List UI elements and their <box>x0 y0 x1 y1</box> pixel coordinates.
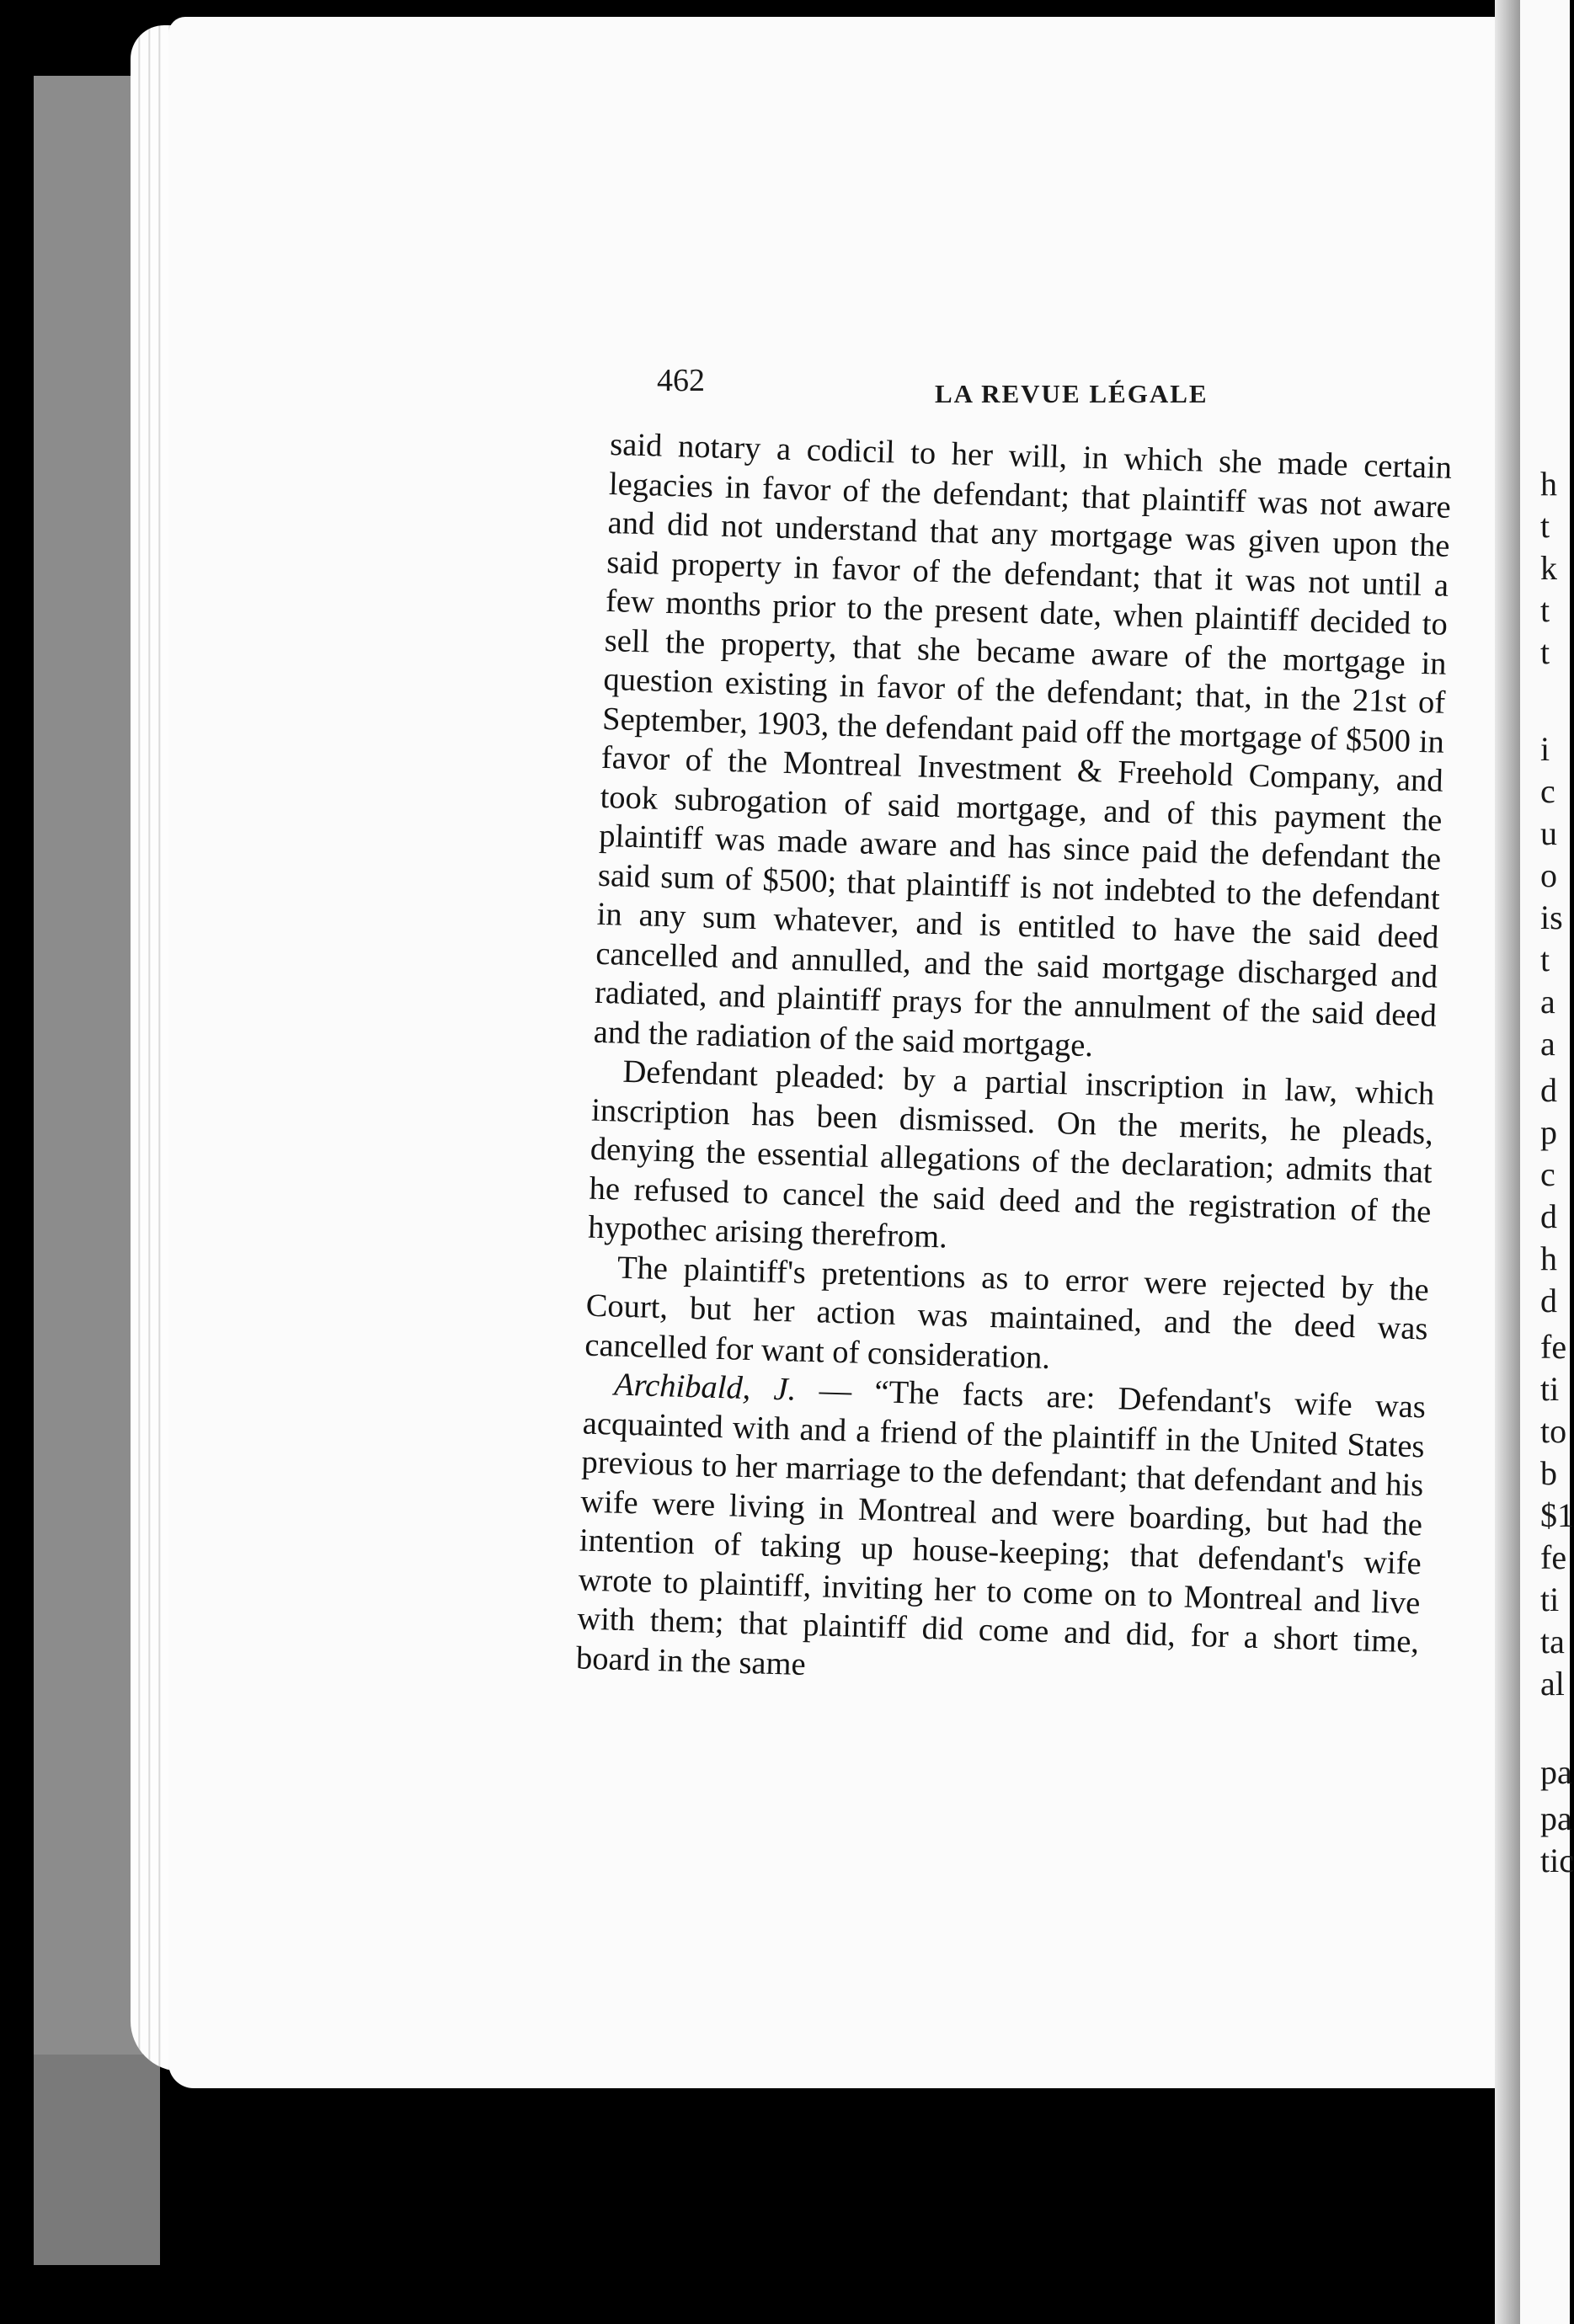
facing-page-letter: i <box>1540 730 1550 768</box>
paragraph <box>575 1365 1426 1702</box>
facing-page-letter: d <box>1540 1071 1557 1109</box>
facing-page-fragment <box>1520 0 1574 2324</box>
facing-page-letter: k <box>1540 549 1557 587</box>
facing-page-letter: c <box>1540 772 1555 810</box>
paragraph-text: — “The facts are: Defendant's wife was acquainted with and a friend of the plaintiff in the United States previous to her marriage to the defendant; that defendant and his wife were living in Montreal and were boarding, but had the intention of taking up house-keeping; that defendant's wife wrote to plaintiff, inviting her to come on to Montreal and live with them; that plaintiff did come and did, for a short time, board in the same <box>575 1372 1427 1682</box>
facing-page-letter: $1 <box>1540 1496 1574 1534</box>
facing-page-letter: h <box>1540 1239 1557 1277</box>
body-text <box>575 425 1452 1701</box>
facing-page-letter: t <box>1540 633 1550 671</box>
scan-background-strip-lower <box>34 2055 160 2265</box>
facing-page-letter: a <box>1540 1025 1555 1063</box>
facing-page-letter: fe <box>1540 1328 1567 1366</box>
facing-page-letter: t <box>1540 507 1550 545</box>
facing-page-letter: al <box>1540 1665 1565 1703</box>
facing-page-letter: to <box>1540 1412 1567 1450</box>
judge-name: Archibald, J. <box>613 1367 797 1408</box>
facing-page-letter: c <box>1540 1155 1555 1193</box>
facing-page-letter: t <box>1540 591 1550 629</box>
paragraph: said notary a codicil to her will, in which she made certain legacies in favor of the defendant; that plaintiff was not aware and did not understand that any mortgage was given upon the said property in favor of the defendant; that it was not until a few months prior to the present date, when plaintiff decided to sell the property, that she became aware of the mortgage in question existing in favor of the defendant; that, in the 21st of September, 1903, the defendant paid off the mortgage of $500 in favor of the Montreal Investment & Freehold Company, and took subrogation of said mortgage, and of this payment the plaintiff was made aware and has since paid the defendant the said sum of $500; that plaintiff is not indebted to the defendant in any sum whatever, and is entitled to have the said deed cancelled and annulled, and the said mortgage discharged and radiated, and plaintiff prays for the annulment of the said deed and the radiation of the said mortgage. <box>593 426 1453 1063</box>
facing-page-letter: p <box>1540 1113 1557 1151</box>
scan-background-strip <box>34 76 143 2055</box>
facing-page-letter: ti <box>1540 1580 1560 1618</box>
spine-shadow <box>1495 0 1520 2324</box>
running-head: LA REVUE LÉGALE <box>935 379 1209 408</box>
facing-page-letter: d <box>1540 1197 1557 1235</box>
facing-page-letter: t <box>1540 941 1550 978</box>
facing-page-letter: u <box>1540 814 1557 852</box>
paragraph: The plaintiff's pretentions as to error were rejected by the Court, but her action was maintained, and the deed was cancelled for want of consideration. <box>584 1250 1430 1376</box>
facing-page-letter: ti <box>1540 1370 1560 1408</box>
facing-page-letter: b <box>1540 1454 1557 1492</box>
facing-page-letter: pa <box>1540 1753 1572 1791</box>
facing-page-letter: is <box>1540 898 1563 936</box>
facing-page-letter: tic <box>1540 1842 1574 1879</box>
facing-page-letter: o <box>1540 856 1557 894</box>
facing-page-letter: pa <box>1540 1799 1572 1837</box>
facing-page-letter: d <box>1540 1282 1557 1319</box>
facing-page-letter: fe <box>1540 1538 1567 1576</box>
paragraph: Defendant pleaded: by a partial inscription in law, which inscription has been dismissed. On the merits, he pleads, denying the essential allegations of the declaration; admits that he refused to cancel the said deed and the registration of the hypothec arising therefrom. <box>587 1053 1435 1255</box>
page-number: 462 <box>657 363 705 398</box>
facing-page-letter: h <box>1540 465 1557 503</box>
facing-page-letter: ta <box>1540 1623 1565 1660</box>
facing-page-letter: a <box>1540 983 1555 1021</box>
